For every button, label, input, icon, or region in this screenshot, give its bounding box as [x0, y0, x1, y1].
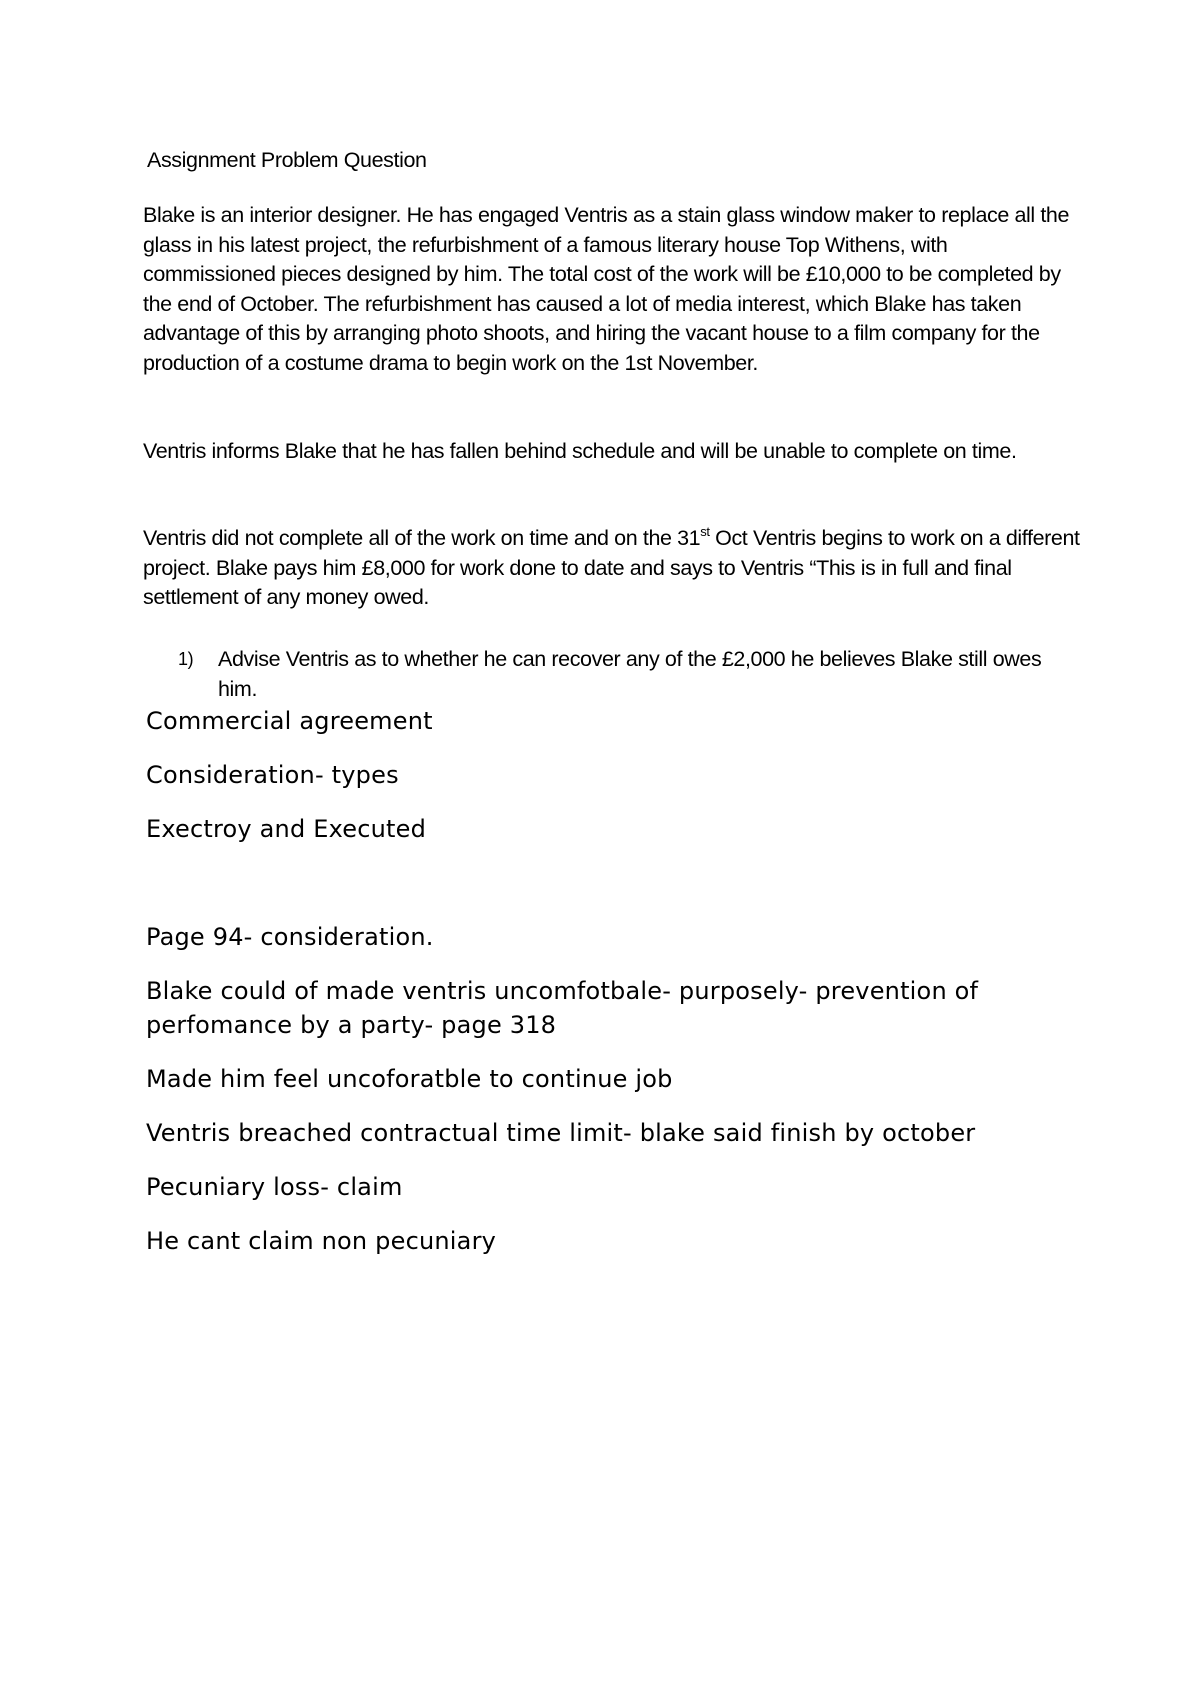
note-line: Page 94- consideration. — [146, 923, 434, 951]
note-line: Exectroy and Executed — [146, 815, 427, 843]
note-line: Ventris breached contractual time limit- blake said finish by october — [146, 1119, 976, 1147]
note-line: Made him feel uncoforatble to continue job — [146, 1065, 673, 1093]
schedule-paragraph: Ventris informs Blake that he has fallen behind schedule and will be unable to complete on time. — [143, 439, 1017, 463]
question-text: Advise Ventris as to whether he can recover any of the £2,000 he believes Blake still owes him. — [218, 647, 1042, 701]
note-line: Blake could of made ventris uncomfotbale- purposely- prevention of perfomance by a party- page 318 — [146, 977, 979, 1039]
note-line: Commercial agreement — [146, 707, 433, 735]
note-line: Pecuniary loss- claim — [146, 1173, 403, 1201]
settlement-text-end: Oct Ventris begins to work on a different project. Blake pays him £8,000 for work done to date and says to Ventris “This is in full and final settlement of any money owed. — [143, 526, 1080, 609]
note-line: Consideration- types — [146, 761, 399, 789]
note-line: He cant claim non pecuniary — [146, 1227, 497, 1255]
question-number: 1) — [178, 649, 194, 669]
document-title: Assignment Problem Question — [147, 148, 427, 172]
ordinal-superscript: st — [700, 524, 710, 539]
settlement-paragraph — [143, 524, 1083, 613]
scenario-paragraph: Blake is an interior designer. He has engaged Ventris as a stain glass window maker to replace all the glass in his latest project, the refurbishment of a famous literary house Top Withens, with commissioned pieces designed by him. The total cost of the work will be £10,000 to be completed by the end of October. The refurbishment has caused a lot of media interest, which Blake has taken advantage of this by arranging photo shoots, and hiring the vacant house to a film company for the production of a costume drama to begin work on the 1st November. — [143, 203, 1070, 375]
settlement-text-start: Ventris did not complete all of the work on time and on the 31 — [143, 526, 701, 550]
